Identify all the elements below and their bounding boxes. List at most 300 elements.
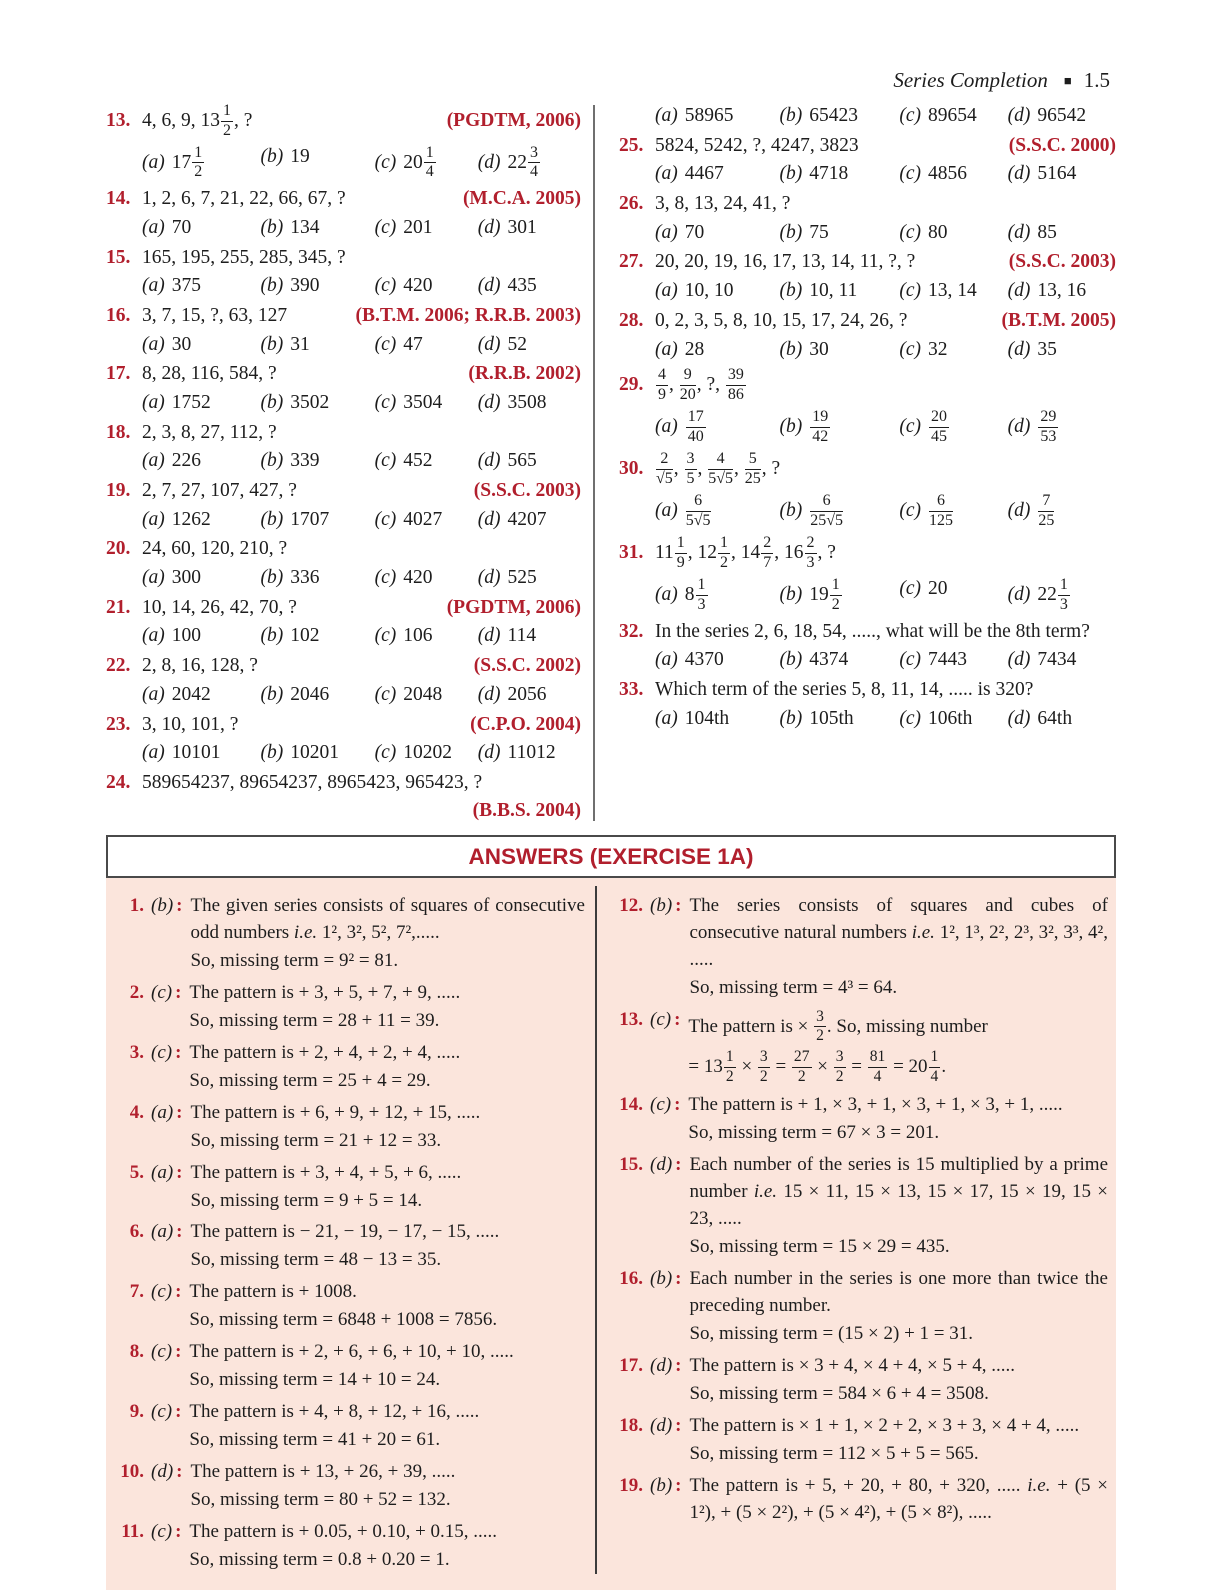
fraction: $\frac{20}{45}$: [930, 407, 947, 445]
option-value: 105th: [809, 707, 854, 729]
fraction: $\frac{1}{2}$: [194, 143, 203, 181]
question-number: 32.: [619, 620, 644, 642]
answer-line: The pattern is + 6, + 9, + 12, + 15, .....: [190, 1101, 481, 1123]
option-value: 4027: [403, 508, 443, 530]
option-letter: (d): [477, 742, 501, 764]
fraction: $\frac{1}{2}$: [725, 1048, 734, 1085]
option: [261, 622, 375, 650]
fraction: $\frac{1}{3}$: [697, 576, 706, 613]
option-letter: (d): [1007, 280, 1031, 302]
option-letter: (b): [779, 415, 803, 437]
option-letter: (b): [260, 625, 284, 647]
option: [899, 219, 1007, 247]
question-item: [619, 190, 1116, 246]
question-number: 33.: [619, 678, 644, 700]
option: [779, 407, 899, 448]
question-number: 15.: [106, 246, 131, 268]
option: [779, 219, 899, 247]
answer-number: 7.: [129, 1281, 144, 1303]
answer-head: [609, 1266, 689, 1348]
option-value: [809, 491, 844, 529]
question-number: 25.: [619, 134, 644, 156]
option: [899, 160, 1007, 188]
question-number: 22.: [106, 655, 131, 677]
option: [261, 143, 375, 184]
option-letter: (a): [655, 280, 678, 302]
option-value: 64th: [1037, 707, 1073, 729]
option-letter: (d): [477, 391, 501, 413]
answer-item: [110, 893, 585, 975]
answer-line: Each number in the series is one more than twice the preceding number.: [689, 1267, 1108, 1316]
option-letter: (b): [779, 649, 803, 671]
question-item: [106, 594, 581, 650]
answer-colon: :: [675, 1474, 682, 1496]
answer-body: [190, 893, 585, 975]
question-number: 18.: [106, 421, 131, 443]
option-letter: (c): [374, 567, 397, 589]
option-letter: (b): [260, 216, 284, 238]
answer-number: 10.: [120, 1461, 144, 1483]
question-head: [619, 190, 1116, 218]
exam-tag: (S.S.C. 2000): [1008, 134, 1116, 156]
option-value: 80: [927, 221, 948, 243]
option-letter: (c): [374, 450, 397, 472]
option-value: 4718: [809, 163, 849, 185]
option-value: 85: [1037, 221, 1057, 243]
question-head: [619, 365, 1116, 406]
exam-tag: (R.R.B. 2002): [468, 363, 581, 385]
option: [478, 143, 581, 184]
question-options: [619, 491, 1116, 532]
question-series: 3, 8, 13, 24, 41, ?: [655, 193, 791, 215]
answer-colon: :: [675, 1267, 682, 1289]
answer-head: [609, 1007, 688, 1087]
fraction: $\frac{3}{2}$: [759, 1048, 768, 1085]
answer-body: [688, 1007, 1108, 1087]
answer-line: The pattern is × 3 + 4, × 4 + 4, × 5 + 4, .....: [689, 1354, 1015, 1376]
option-letter: (d): [1007, 105, 1031, 126]
question-head: [106, 477, 581, 505]
option: [779, 102, 899, 130]
question-item: [106, 535, 581, 591]
answer-choice-letter: (c): [151, 1281, 173, 1303]
option-letter: (c): [899, 221, 921, 243]
question-series: 11 $\frac{1}{9}$ , 12 $\frac{1}{2}$ , 14 $\frac{2}{7}$ , 16 $\frac{2}{3}$ , ?: [655, 534, 836, 572]
question-options: [106, 143, 581, 184]
option: [478, 331, 581, 359]
answer-head: [110, 1160, 190, 1215]
option-letter: (c): [899, 415, 921, 437]
answer-body: [190, 1459, 585, 1514]
question-item: [106, 652, 581, 708]
option-value: 20: [927, 578, 948, 599]
answer-body: [190, 1100, 585, 1155]
option: [261, 564, 375, 592]
exam-tag: (B.T.M. 2006; R.R.B. 2003): [355, 304, 581, 326]
answer-line: So, missing term = 112 × 5 + 5 = 565.: [689, 1442, 979, 1464]
question-series: $\frac{4}{9}$ , $\frac{9}{20}$ , ?, $\frac{39}{86}$: [658, 366, 744, 403]
answer-line: The pattern is × $\frac{3}{2}$ . So, missing number: [688, 1007, 988, 1045]
answer-line: So, missing term = 48 − 13 = 35.: [190, 1249, 442, 1271]
option-letter: (c): [374, 216, 397, 238]
option-letter: (d): [477, 567, 501, 589]
option-value: 3504: [403, 391, 443, 413]
question-item: [106, 302, 581, 358]
question-number: 14.: [106, 188, 131, 210]
option-value: 4374: [809, 649, 849, 671]
answer-line: So, missing term = 41 + 20 = 61.: [189, 1429, 441, 1451]
answer-choice-letter: (d): [650, 1354, 673, 1376]
question-series: 8, 28, 116, 584, ?: [142, 363, 277, 385]
answer-number: 14.: [619, 1094, 643, 1116]
answer-choice-letter: (d): [151, 1461, 174, 1483]
option-value: 4467: [684, 163, 724, 185]
option-value: [1037, 407, 1059, 445]
answer-head: [609, 1413, 689, 1468]
option-letter: (b): [779, 584, 803, 605]
option-letter: (a): [142, 508, 165, 530]
option: [142, 506, 261, 534]
option-letter: (b): [779, 221, 803, 243]
answer-body: [689, 1152, 1108, 1261]
question-series: 24, 60, 120, 210, ?: [142, 538, 288, 560]
answer-body: [190, 1219, 585, 1274]
option-letter: (c): [899, 280, 921, 302]
option-value: 8 $\frac{1}{3}$: [684, 576, 706, 613]
option: [375, 447, 478, 475]
option-letter: (c): [374, 391, 397, 413]
option-letter: (b): [260, 742, 284, 764]
option: [655, 219, 779, 247]
option-value: 75: [809, 221, 829, 243]
question-item: [619, 533, 1116, 615]
answer-head: [110, 893, 190, 975]
fraction: $\frac{19}{42}$: [812, 407, 829, 445]
option: [478, 272, 581, 300]
option-value: 452: [403, 450, 433, 472]
option-value: 32: [927, 338, 948, 360]
answer-line: The pattern is + 4, + 8, + 12, + 16, .....: [189, 1401, 480, 1423]
option: [142, 739, 261, 767]
question-options: [619, 407, 1116, 448]
option-value: 1707: [290, 508, 330, 530]
answer-choice-letter: (c): [151, 981, 173, 1003]
question-head: [619, 533, 1116, 574]
running-head: [106, 0, 1116, 101]
question-item: [619, 248, 1116, 304]
fraction: $\frac{1}{4}$: [425, 143, 434, 181]
option-letter: (c): [899, 338, 921, 360]
option: [142, 143, 261, 184]
option: [655, 646, 779, 674]
question-item: [619, 676, 1116, 732]
option-letter: (d): [1007, 649, 1031, 671]
option-value: 300: [171, 567, 201, 589]
option: [142, 389, 261, 417]
answer-line: So, missing term = 67 × 3 = 201.: [688, 1122, 940, 1144]
answer-number: 17.: [619, 1354, 643, 1376]
option-value: 1262: [171, 508, 211, 530]
question-head: [619, 248, 1116, 276]
answer-choice-letter: (c): [151, 1041, 173, 1063]
option: [142, 331, 261, 359]
question-options: [106, 331, 581, 359]
option-value: 22 $\frac{3}{4}$: [507, 143, 539, 181]
question-item: [106, 360, 581, 416]
option: [899, 705, 1007, 733]
answer-colon: :: [175, 1281, 182, 1303]
question-series: In the series 2, 6, 18, 54, ....., what will be the 8th term?: [655, 620, 1090, 642]
answer-line: So, missing term = 15 × 29 = 435.: [689, 1235, 950, 1257]
question-head: [106, 101, 581, 142]
option-value: 565: [507, 450, 537, 472]
exam-tag: (PGDTM, 2006): [446, 110, 581, 131]
question-options: [106, 272, 581, 300]
option-value: [685, 491, 712, 529]
answer-head: [110, 980, 189, 1035]
option-value: 58965: [684, 105, 734, 126]
answer-line: So, missing term = 9² = 81.: [190, 949, 399, 971]
question-head: [106, 419, 581, 447]
answer-number: 8.: [129, 1341, 144, 1363]
option: [779, 277, 899, 305]
option-value: 100: [171, 625, 201, 647]
answer-number: 3.: [129, 1041, 144, 1063]
option-letter: (c): [899, 105, 921, 126]
answer-body: [689, 1473, 1108, 1527]
answer-line: So, missing term = 6848 + 1008 = 7856.: [189, 1309, 498, 1331]
option-value: 10, 10: [684, 280, 734, 302]
option-letter: (a): [142, 683, 165, 705]
option-value: 420: [403, 567, 433, 589]
answer-choice-letter: (d): [650, 1414, 673, 1436]
answer-body: [689, 1353, 1108, 1408]
questions-area: [106, 101, 1116, 827]
option-letter: (a): [655, 415, 678, 437]
option: [478, 389, 581, 417]
answer-colon: :: [675, 1154, 682, 1176]
option: [655, 705, 779, 733]
question-options: [106, 622, 581, 650]
option-letter: (d): [477, 333, 501, 355]
option-value: 375: [171, 275, 201, 297]
option: [142, 622, 261, 650]
question-head: [106, 185, 581, 213]
answer-choice-letter: (b): [151, 894, 174, 916]
answer-colon: :: [175, 1041, 182, 1063]
answer-line: So, missing term = 25 + 4 = 29.: [189, 1069, 431, 1091]
question-number: 30.: [619, 458, 644, 480]
answer-item: [609, 1152, 1108, 1261]
option: [375, 214, 478, 242]
option: [655, 575, 779, 616]
option: [899, 575, 1007, 616]
option-letter: (a): [655, 707, 678, 729]
fraction: $\frac{3}{4}$: [530, 143, 539, 181]
option: [478, 681, 581, 709]
option-letter: (a): [142, 391, 165, 413]
answer-item: [609, 1473, 1108, 1527]
answer-line: The given series consists of squares of consecutive odd numbers i.e. 1², 3², 5², 7²,.....: [190, 894, 585, 943]
option: [142, 681, 261, 709]
fraction: $\frac{7}{25}$: [1038, 491, 1055, 529]
option: [779, 336, 899, 364]
option-letter: (c): [899, 499, 921, 521]
answer-head: [110, 1100, 190, 1155]
page-number: 1.5: [1083, 68, 1110, 92]
answer-item: [609, 1007, 1108, 1087]
option-value: 4207: [507, 508, 547, 530]
question-series: 2, 3, 8, 27, 112, ?: [142, 421, 277, 443]
question-series: 5824, 5242, ?, 4247, 3823: [655, 134, 859, 156]
fraction: $\frac{29}{53}$: [1040, 407, 1057, 445]
question-options: [619, 160, 1116, 188]
option-letter: (d): [477, 450, 501, 472]
answer-line: So, missing term = (15 × 2) + 1 = 31.: [689, 1322, 974, 1344]
question-item: [619, 307, 1116, 363]
answer-line: So, missing term = 14 + 10 = 24.: [189, 1369, 441, 1391]
answer-head: [110, 1279, 189, 1334]
option-letter: (d): [477, 625, 501, 647]
fraction: $\frac{39}{86}$: [727, 366, 744, 403]
answer-head: [609, 1152, 689, 1261]
option: [655, 160, 779, 188]
question-series: $\frac{2}{√5}$ , $\frac{3}{5}$ , $\frac{4}{5√5}$ , $\frac{5}{25}$ , ?: [656, 450, 781, 488]
answer-body: [189, 1339, 585, 1394]
question-head: [106, 535, 581, 563]
square-bullet-icon: ■: [1063, 73, 1072, 88]
answer-head: [110, 1339, 189, 1394]
question-item: [619, 102, 1116, 130]
question-number: 13.: [106, 110, 131, 131]
question-number: 31.: [619, 542, 644, 564]
option-value: 31: [290, 333, 310, 355]
answer-item: [609, 1092, 1108, 1147]
option-letter: (a): [142, 151, 165, 173]
option-letter: (d): [1007, 163, 1031, 185]
exam-tag: (B.T.M. 2005): [1001, 309, 1116, 331]
question-number: 24.: [106, 771, 131, 793]
answer-line: So, missing term = 0.8 + 0.20 = 1.: [189, 1549, 450, 1571]
option-letter: (b): [779, 707, 803, 729]
option-value: 19 $\frac{1}{2}$: [809, 576, 840, 613]
option: [375, 739, 478, 767]
answer-colon: :: [176, 1461, 183, 1483]
option-value: 17 $\frac{1}{2}$: [171, 143, 203, 181]
option-letter: (a): [655, 163, 678, 185]
option-letter: (b): [779, 105, 803, 126]
fraction: $\frac{4}{5√5}$: [708, 450, 734, 488]
answer-colon: :: [176, 894, 183, 916]
questions-column-right: [595, 101, 1116, 827]
fraction: $\frac{6}{5√5}$: [685, 491, 711, 529]
answer-choice-letter: (c): [151, 1521, 173, 1543]
question-options: [106, 506, 581, 534]
option: [655, 407, 779, 448]
question-options: [106, 564, 581, 592]
exam-tag: (S.S.C. 2003): [1008, 251, 1116, 273]
answer-body: [189, 1279, 585, 1334]
option: [1008, 160, 1116, 188]
option-value: 420: [403, 275, 433, 297]
option: [1008, 646, 1116, 674]
option-value: 102: [290, 625, 320, 647]
answer-colon: :: [176, 1101, 183, 1123]
answer-body: [189, 980, 585, 1035]
option: [261, 389, 375, 417]
fraction: $\frac{4}{9}$: [658, 366, 666, 403]
answer-number: 2.: [129, 981, 144, 1003]
question-options: [106, 447, 581, 475]
option: [1008, 219, 1116, 247]
question-number: 23.: [106, 713, 131, 735]
question-head: [619, 676, 1116, 704]
option: [375, 506, 478, 534]
option-letter: (d): [1007, 584, 1031, 605]
option: [261, 506, 375, 534]
option: [375, 564, 478, 592]
exam-tag: (C.P.O. 2004): [470, 713, 581, 735]
question-series: 2, 7, 27, 107, 427, ?: [142, 480, 297, 501]
option: [899, 102, 1007, 130]
option-value: 4370: [684, 649, 724, 671]
answer-head: [110, 1459, 190, 1514]
option-value: 435: [507, 275, 537, 297]
fraction: $\frac{1}{2}$: [223, 102, 231, 139]
option-value: 525: [507, 567, 537, 589]
fraction: $\frac{2}{7}$: [763, 534, 772, 572]
option: [899, 646, 1007, 674]
answer-choice-letter: (d): [650, 1154, 673, 1176]
option-value: 10101: [171, 742, 221, 764]
option: [1008, 102, 1116, 130]
question-series: 589654237, 89654237, 8965423, 965423, ?: [142, 771, 483, 793]
question-series: 2, 8, 16, 128, ?: [142, 655, 258, 677]
option: [478, 564, 581, 592]
fraction: $\frac{2}{√5}$: [656, 450, 673, 488]
option-value: 52: [507, 333, 528, 355]
answer-number: 18.: [619, 1414, 643, 1436]
option: [1008, 277, 1116, 305]
answer-colon: :: [175, 981, 182, 1003]
question-item: [106, 419, 581, 475]
question-head: [619, 618, 1116, 646]
option-letter: (d): [1007, 221, 1031, 243]
option-value: 70: [684, 221, 705, 243]
answer-body: [689, 893, 1108, 1002]
fraction: $\frac{3}{5}$: [686, 450, 695, 488]
option: [1008, 407, 1116, 448]
option-value: 65423: [809, 105, 858, 126]
question-options: [619, 705, 1116, 733]
question-options: [106, 681, 581, 709]
question-options: [619, 219, 1116, 247]
question-number: 19.: [106, 480, 131, 501]
option-letter: (a): [142, 625, 165, 647]
answer-head: [609, 1473, 689, 1527]
option: [478, 214, 581, 242]
fraction: $\frac{81}{4}$: [869, 1048, 886, 1085]
answer-body: [688, 1092, 1108, 1147]
option-value: 336: [290, 567, 320, 589]
option-letter: (d): [477, 275, 501, 297]
question-series: 3, 7, 15, ?, 63, 127: [142, 304, 288, 326]
answer-colon: :: [675, 1414, 682, 1436]
option: [779, 491, 899, 532]
option-value: 70: [171, 216, 192, 238]
option-value: 19: [290, 145, 310, 167]
option: [655, 336, 779, 364]
